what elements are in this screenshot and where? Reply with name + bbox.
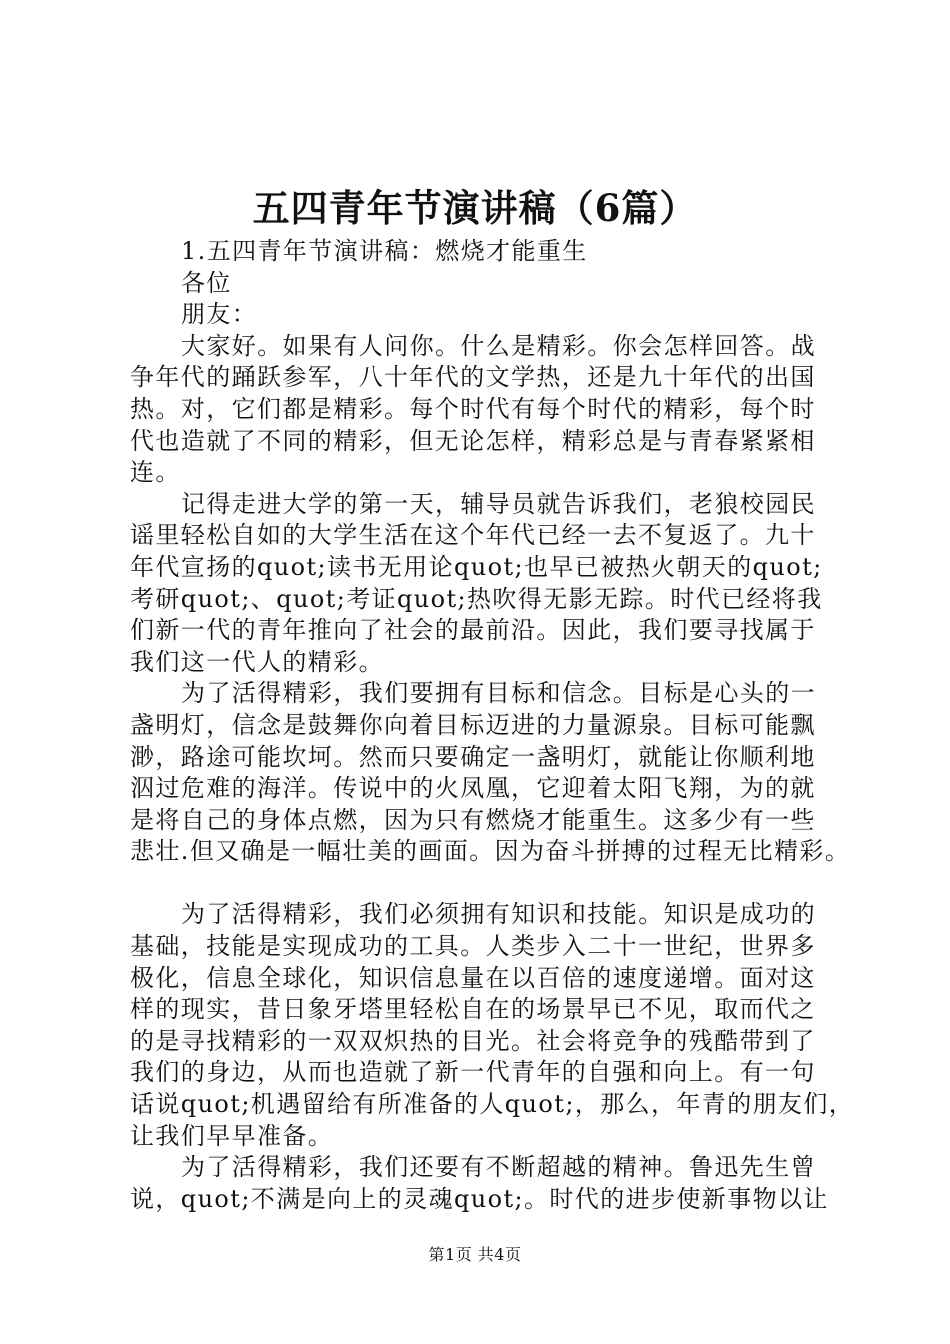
text-line: 是将自己的身体点燃，因为只有燃烧才能重生。这多少有一些: [130, 805, 816, 834]
text-line: 为了活得精彩，我们必须拥有知识和技能。知识是成功的: [181, 900, 816, 929]
text-line: 基础，技能是实现成功的工具。人类步入二十一世纪，世界多: [130, 932, 816, 961]
text-line: 考研quot;、quot;考证quot;热吹得无影无踪。时代已经将我: [130, 584, 823, 613]
text-line: 热。对，它们都是精彩。每个时代有每个时代的精彩，每个时: [130, 394, 816, 423]
text-line: 悲壮.但又确是一幅壮美的画面。因为奋斗拼搏的过程无比精彩。: [130, 837, 851, 866]
text-line: 年代宣扬的quot;读书无用论quot;也早已被热火朝天的quot;: [130, 552, 823, 581]
text-line: 让我们早早准备。: [130, 1121, 334, 1150]
text-line: 记得走进大学的第一天，辅导员就告诉我们，老狼校园民: [181, 489, 816, 518]
text-line: 泅过危难的海洋。传说中的火凤凰，它迎着太阳飞翔，为的就: [130, 774, 816, 803]
text-line: 的是寻找精彩的一双双炽热的目光。社会将竞争的残酷带到了: [130, 1026, 816, 1055]
text-line: 连。: [130, 458, 181, 487]
blank-line: [130, 868, 830, 900]
text-line: 为了活得精彩，我们还要有不断超越的精神。鲁迅先生曾: [181, 1153, 816, 1182]
text-line: 谣里轻松自如的大学生活在这个年代已经一去不复返了。九十: [130, 521, 816, 550]
text-line: 我们这一代人的精彩。: [130, 647, 384, 676]
text-line: 大家好。如果有人问你。什么是精彩。你会怎样回答。战: [181, 331, 816, 360]
text-line: 样的现实，昔日象牙塔里轻松自在的场景早已不见，取而代之: [130, 995, 816, 1024]
document-title: 五四青年节演讲稿（6篇）: [252, 186, 698, 230]
text-line: 们新一代的青年推向了社会的最前沿。因此，我们要寻找属于: [130, 616, 816, 645]
text-line: 争年代的踊跃参军，八十年代的文学热，还是九十年代的出国: [130, 363, 816, 392]
page-footer: 第1页 共4页: [428, 1245, 522, 1264]
text-line: 渺，路途可能坎坷。然而只要确定一盏明灯，就能让你顺利地: [130, 742, 816, 771]
text-line: 1.五四青年节演讲稿：燃烧才能重生: [181, 237, 588, 265]
text-line: 话说quot;机遇留给有所准备的人quot;，那么，年青的朋友们，: [130, 1090, 855, 1119]
text-line: 朋友：: [181, 300, 258, 329]
text-line: 说，quot;不满是向上的灵魂quot;。时代的进步使新事物以让: [130, 1184, 829, 1213]
text-line: 我们的身边，从而也造就了新一代青年的自强和向上。有一句: [130, 1058, 816, 1087]
text-line: 各位: [181, 268, 232, 297]
document-body: [130, 236, 855, 1215]
text-line: 为了活得精彩，我们要拥有目标和信念。目标是心头的一: [181, 679, 816, 708]
text-line: 盏明灯，信念是鼓舞你向着目标迈进的力量源泉。目标可能飘: [130, 710, 816, 739]
text-line: 极化，信息全球化，知识信息量在以百倍的速度递增。面对这: [130, 963, 816, 992]
text-line: 代也造就了不同的精彩，但无论怎样，精彩总是与青春紧紧相: [130, 426, 816, 455]
